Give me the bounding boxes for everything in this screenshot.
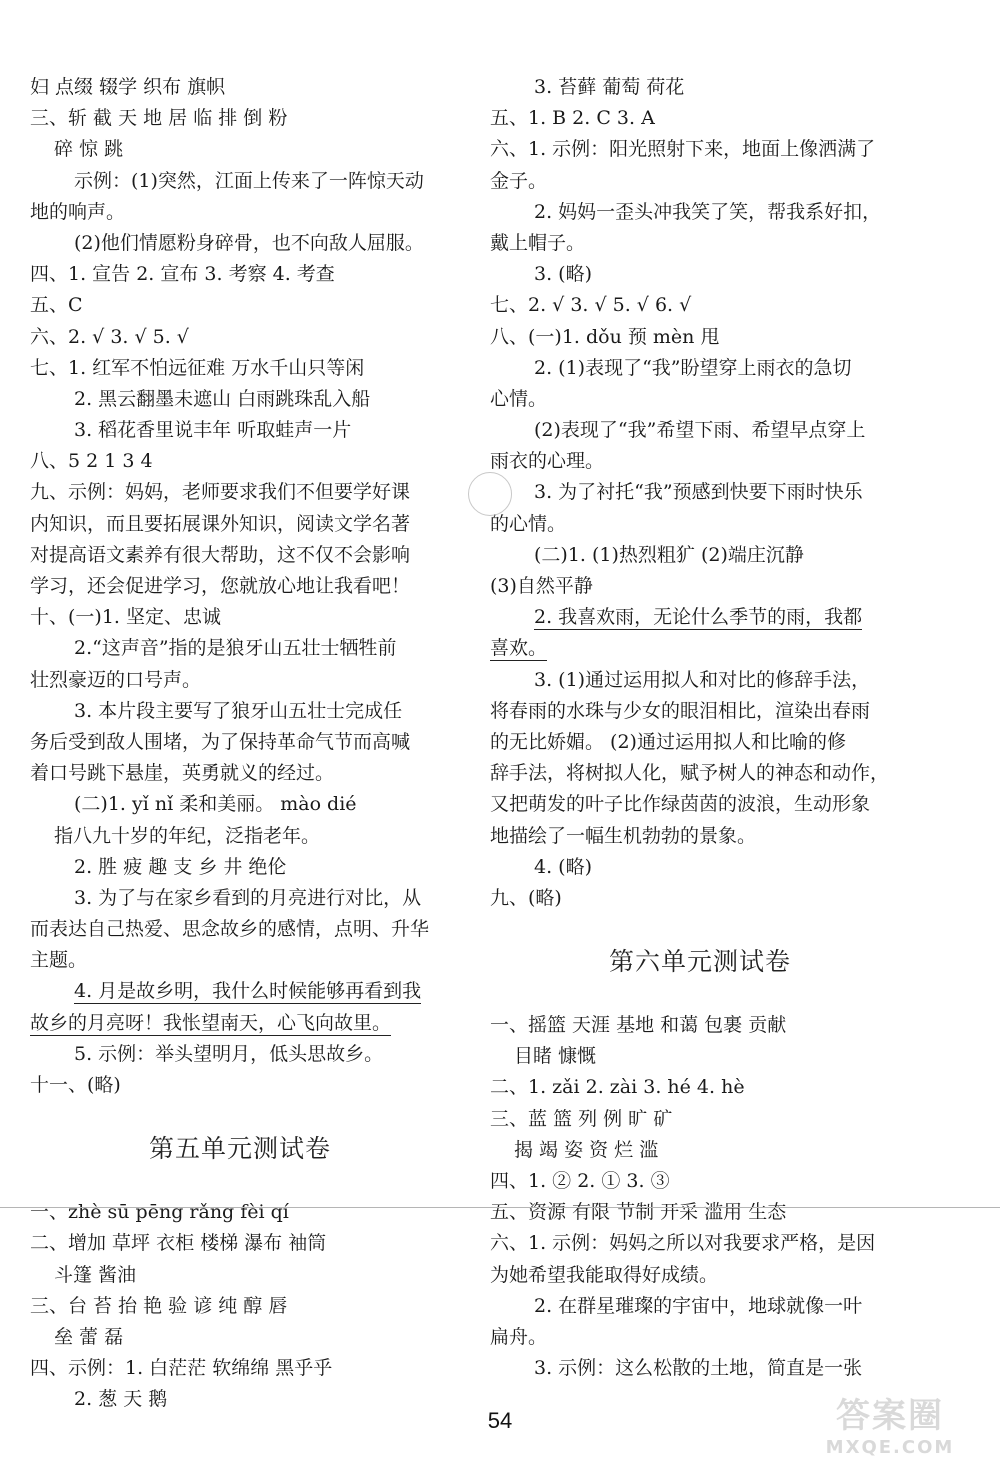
answer-line [490,134,910,165]
answer-text: 2. 在群星璀璨的宇宙中，地球就像一叶 [534,1294,863,1317]
answer-text: 四、1. 宣告 2. 宣布 3. 考察 4. 考查 [30,263,335,286]
answer-text: 2. 黑云翻墨未遮山 白雨跳珠乱入船 [74,387,371,410]
answer-text: 垒 蕾 磊 [54,1325,124,1348]
answer-text: 3. 苔藓 葡萄 荷花 [534,76,685,98]
answer-line [30,228,450,259]
answer-text: 3. 稻花香里说丰年 听取蛙声一片 [74,419,352,442]
answer-text: 四、1. ② 2. ① 3. ③ [490,1170,670,1192]
answer-line [30,1197,450,1228]
answer-line [490,883,910,914]
answer-line [490,1166,910,1197]
answer-text: 2.“这声音”指的是狼牙山五壮士牺牲前 [74,637,397,660]
answer-line [30,1039,450,1070]
answer-line [30,1260,450,1291]
answer-line [30,1322,450,1353]
answer-text: 务后受到敌人围堵，为了保持革命气节而高喊 [30,730,411,753]
watermark-text: 答案圈 [836,1396,944,1436]
answer-text: 又把萌发的叶子比作绿茵茵的波浪，生动形象 [490,793,871,816]
answer-line [30,1353,450,1384]
answer-line [490,633,910,664]
answer-line [490,789,910,820]
answer-line [30,353,450,384]
watermark-logo [800,1395,980,1471]
answer-line [30,1291,450,1322]
answer-line [30,166,450,197]
answer-line [30,1008,450,1039]
answer-line [490,821,910,852]
answer-line [490,1353,910,1384]
answer-line [490,103,910,134]
answer-line [490,1322,910,1353]
answer-line [30,322,450,353]
answer-text: 2. 妈妈一歪头冲我笑了笑，帮我系好扣， [534,200,882,223]
answer-line [30,290,450,321]
answer-text: 八、5 2 1 3 4 [30,450,153,473]
answer-line [30,477,450,508]
answer-line [490,259,910,290]
answer-line [490,602,910,633]
answer-text: 地描绘了一幅生机勃勃的景象。 [490,824,757,847]
answer-line [30,509,450,540]
answer-text: 戴上帽子。 [490,231,586,254]
answer-text: 为她希望我能取得好成绩。 [490,1263,719,1286]
answer-text: 十一、(略) [30,1074,121,1096]
answer-text: 揭 竭 姿 资 烂 滥 [514,1138,659,1161]
answer-line [30,914,450,945]
answer-text: 地的响声。 [30,200,126,223]
answer-text: 心情。 [490,387,548,410]
answer-line [30,976,450,1007]
answer-text: 二、增加 草坪 衣柜 楼梯 瀑布 袖筒 [30,1232,327,1255]
answer-line [490,1197,910,1228]
answer-text: 壮烈豪迈的口号声。 [30,668,202,691]
answer-text: 的心情。 [490,512,567,535]
answer-text: 十、(一)1. 坚定、忠诚 [30,606,221,629]
answer-line [30,883,450,914]
answer-line [30,696,450,727]
answer-line [30,571,450,602]
answer-text: 3. (1)通过运用拟人和对比的修辞手法， [534,668,871,691]
answer-line [490,477,910,508]
answer-line [490,415,910,446]
answer-line [30,789,450,820]
answer-text: 五、1. B 2. C 3. A [490,107,655,130]
answer-text: 一、zhè sū pēng rǎng fèi qí [30,1201,289,1224]
answer-text: 斗篷 酱油 [54,1263,137,1286]
answer-text: 九、示例：妈妈，老师要求我们不但要学好课 [30,481,411,504]
answer-line [490,1010,910,1041]
answer-text: (3)自然平静 [490,575,593,597]
answer-line [30,758,450,789]
answer-text: (二)1. yǐ nǐ 柔和美丽。 mào dié [74,793,357,816]
answer-text: 3. 本片段主要写了狼牙山五壮士完成任 [74,699,403,722]
answer-text: (2)他们情愿粉身碎骨，也不向敌人屈服。 [74,231,424,254]
answer-text: 4. 月是故乡明，我什么时候能够再看到我 [74,980,422,1003]
answer-text: 金子。 [490,169,548,192]
answer-line [490,758,910,789]
answer-text: 指八九十岁的年纪，泛指老年。 [54,824,321,847]
page-number: 54 [487,1408,513,1433]
answer-line [490,1072,910,1103]
answer-line [490,540,910,571]
answer-line [490,197,910,228]
answer-line [30,852,450,883]
answer-text: 八、(一)1. dǒu 预 mèn 甩 [490,325,720,348]
answer-text: 3. 为了与在家乡看到的月亮进行对比，从 [74,886,422,909]
answer-line [30,134,450,165]
answer-line [30,727,450,758]
answer-text: (2)表现了“我”希望下雨、希望早点穿上 [534,419,866,442]
answer-line [490,1135,910,1166]
answer-text: 4. (略) [534,855,592,878]
answer-line [490,166,910,197]
answer-line [30,197,450,228]
answer-line [490,384,910,415]
answer-text: 2. 我喜欢雨，无论什么季节的雨，我都 [534,606,863,629]
answer-text: 四、示例：1. 白茫茫 软绵绵 黑乎乎 [30,1357,333,1380]
answer-line [30,602,450,633]
answer-text: 七、1. 红军不怕远征难 万水千山只等闲 [30,356,365,379]
center-stamp [468,472,512,516]
answer-text: 六、1. 示例：阳光照射下来，地面上像洒满了 [490,138,876,161]
answer-line [490,1291,910,1322]
section-heading: 第六单元测试卷 [608,947,791,977]
answer-line [30,259,450,290]
answer-text: 3. 为了衬托“我”预感到快要下雨时快乐 [534,481,863,504]
right-column [490,72,910,1384]
answer-line [30,821,450,852]
answer-text: 故乡的月亮呀！我怅望南天，心飞向故里。 [30,1011,392,1034]
answer-text: 二、1. zǎi 2. zài 3. hé 4. hè [490,1076,745,1099]
answer-text: 三、斩 截 天 地 居 临 排 倒 粉 [30,107,288,130]
answer-text: 三、蓝 篮 列 例 旷 矿 [490,1107,673,1130]
answer-line [490,1260,910,1291]
answer-line [30,446,450,477]
answer-line [490,727,910,758]
answer-text: 九、(略) [490,886,562,909]
answer-text: 5. 示例：举头望明月，低头思故乡。 [74,1042,384,1065]
watermark-domain: MXQE.COM [825,1437,955,1458]
answer-text: 将春雨的水珠与少女的眼泪相比，渲染出春雨 [490,699,871,722]
answer-line [30,1228,450,1259]
answer-text: 对提高语文素养有很大帮助，这不仅不会影响 [30,543,411,566]
answer-text: 喜欢。 [490,637,548,660]
answer-text: 主题。 [30,949,88,972]
answer-text: 2. (1)表现了“我”盼望穿上雨衣的急切 [534,356,852,379]
answer-line [30,633,450,664]
answer-line [490,571,910,602]
answer-text: 三、台 苔 抬 艳 验 谚 纯 醇 唇 [30,1294,288,1317]
answer-text: 七、2. √ 3. √ 5. √ 6. √ [490,294,692,317]
answer-line [30,665,450,696]
answer-line [30,103,450,134]
answer-text: 五、C [30,294,83,317]
answer-line [490,509,910,540]
answer-text: 示例：(1)突然，江面上传来了一阵惊天动 [74,169,424,192]
answer-text: 扁舟。 [490,1325,548,1348]
answer-line [490,290,910,321]
answer-line [30,72,450,103]
answer-text: 着口号跳下悬崖，英勇就义的经过。 [30,762,335,785]
answer-text: (二)1. (1)热烈粗犷 (2)端庄沉静 [534,543,804,566]
answer-text: 辞手法，将树拟人化，赋予树人的神态和动作， [490,762,890,785]
answer-line [30,415,450,446]
left-column [30,72,450,1416]
answer-line [490,852,910,883]
answer-text: 而表达自己热爱、思念故乡的感情，点明、升华 [30,918,430,941]
answer-text: 2. 胜 疲 趣 支 乡 井 绝伦 [74,855,287,878]
page-fold-line [0,1207,1000,1208]
answer-line [490,72,910,103]
answer-text: 目睹 慷慨 [514,1045,597,1068]
section-heading: 第五单元测试卷 [148,1134,331,1164]
answer-line [490,353,910,384]
answer-line [490,1228,910,1259]
answer-line [30,540,450,571]
answer-line [490,322,910,353]
answer-text: 六、1. 示例：妈妈之所以对我要求严格，是因 [490,1232,876,1255]
answer-text: 3. (略) [534,263,592,286]
answer-text: 妇 点缀 辍学 织布 旗帜 [30,76,226,98]
answer-line [30,1070,450,1101]
answer-line [490,1041,910,1072]
answer-text: 内知识，而且要拓展课外知识，阅读文学名著 [30,512,411,535]
answer-line [490,1104,910,1135]
answer-text: 碎 惊 跳 [54,138,124,161]
answer-line [490,446,910,477]
answer-text: 学习，还会促进学习，您就放心地让我看吧！ [30,575,411,597]
answer-line [490,228,910,259]
answer-text: 3. 示例：这么松散的土地，简直是一张 [534,1357,863,1380]
answer-line [30,384,450,415]
answer-line [490,696,910,727]
answer-text: 雨衣的心理。 [490,450,605,473]
answer-text: 2. 葱 天 鹅 [74,1388,168,1411]
answer-text: 一、摇篮 天涯 基地 和蔼 包裹 贡献 [490,1014,787,1037]
answer-line [30,945,450,976]
answer-text: 六、2. √ 3. √ 5. √ [30,325,189,348]
answer-text: 的无比娇媚。 (2)通过运用拟人和比喻的修 [490,730,846,753]
answer-line [490,665,910,696]
answer-text: 五、资源 有限 节制 开采 滥用 生态 [490,1201,787,1224]
